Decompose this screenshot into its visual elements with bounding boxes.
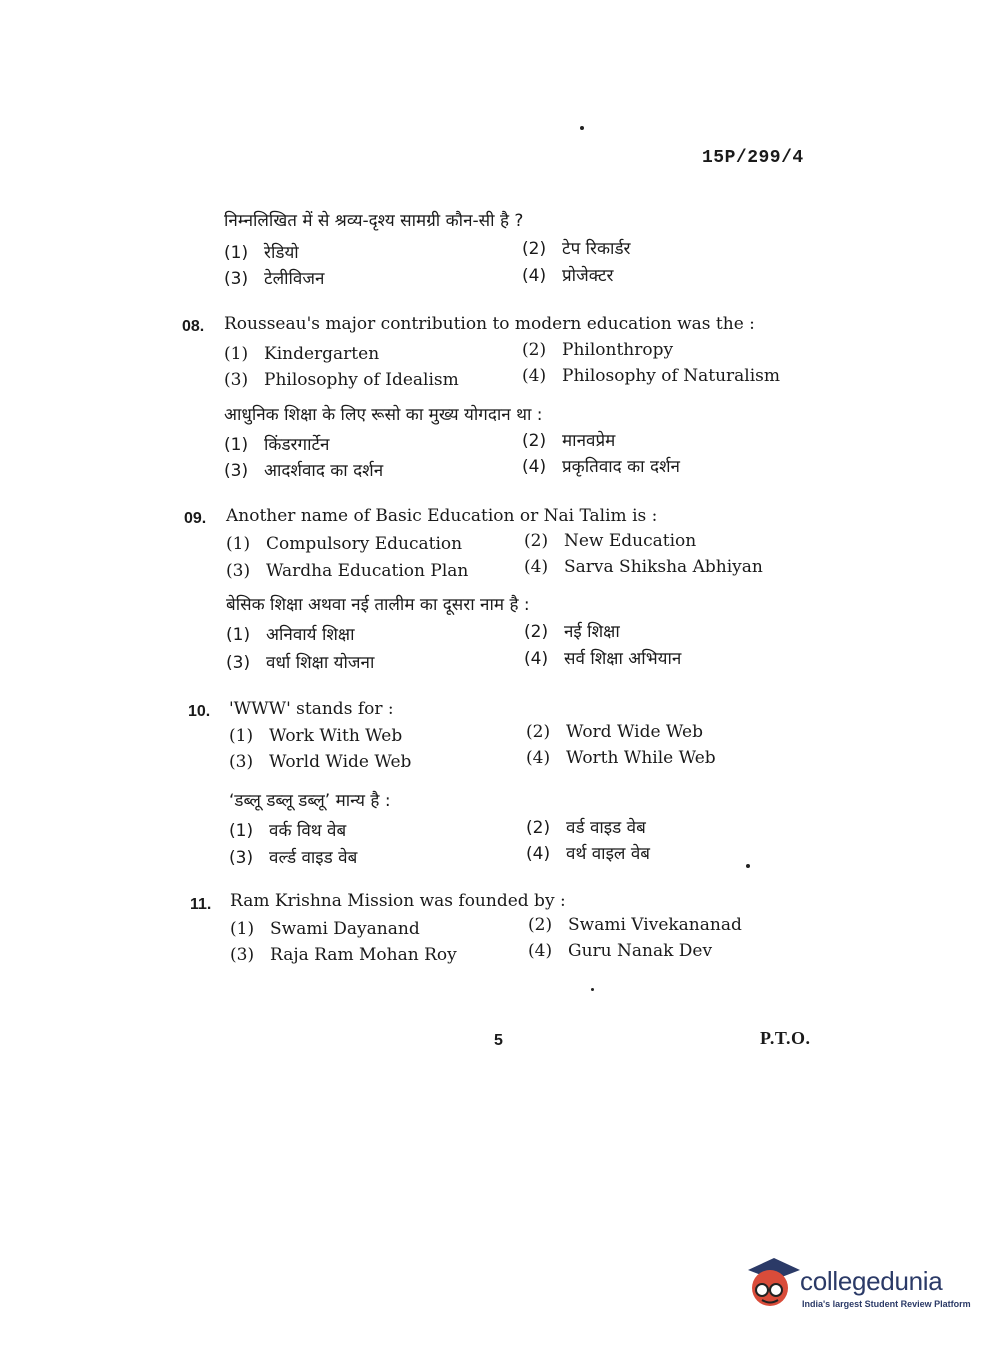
q09-hindi-option-2: (2) नई शिक्षा <box>524 622 620 642</box>
q08-option-1: (1) Kindergarten <box>224 344 380 364</box>
q10-hindi-option-3: (3) वर्ल्ड वाइड वेब <box>229 848 358 868</box>
q10-option-3: (3) World Wide Web <box>229 752 412 772</box>
q10-question: 'WWW' stands for : <box>229 699 394 719</box>
q08-hindi-option-2: (2) मानवप्रेम <box>522 431 616 451</box>
q11-option-1: (1) Swami Dayanand <box>230 919 420 939</box>
q08-hindi-option-3: (3) आदर्शवाद का दर्शन <box>224 461 384 481</box>
q11-option-4: (4) Guru Nanak Dev <box>528 941 713 961</box>
q07-hindi-question: निम्नलिखित में से श्रव्य-दृश्य सामग्री कौन-सी है ? <box>224 211 524 231</box>
q08-option-2: (2) Philonthropy <box>522 340 674 360</box>
q10-hindi-option-1: (1) वर्क विथ वेब <box>229 821 347 841</box>
q09-option-3: (3) Wardha Education Plan <box>226 561 469 581</box>
mascot-icon <box>742 1252 802 1312</box>
pto-label: P.T.O. <box>760 1028 811 1048</box>
page-number: 5 <box>494 1032 503 1049</box>
q09-option-4: (4) Sarva Shiksha Abhiyan <box>524 557 763 577</box>
speck <box>591 988 594 991</box>
logo-tagline: India's largest Student Review Platform <box>802 1299 971 1309</box>
q09-hindi-option-3: (3) वर्धा शिक्षा योजना <box>226 653 375 673</box>
q11-option-2: (2) Swami Vivekananad <box>528 915 742 935</box>
q10-option-2: (2) Word Wide Web <box>526 722 703 742</box>
q10-hindi-option-2: (2) वर्ड वाइड वेब <box>526 818 646 838</box>
paper-code: 15P/299/4 <box>702 148 804 168</box>
q08-option-3: (3) Philosophy of Idealism <box>224 370 459 390</box>
q07-option-2: (2) टेप रिकार्डर <box>522 239 631 259</box>
q08-number: 08. <box>182 318 205 335</box>
q08-hindi-option-1: (1) किंडरगार्टेन <box>224 435 330 455</box>
q08-question: Rousseau's major contribution to modern education was the : <box>224 314 755 334</box>
q10-number: 10. <box>188 703 211 720</box>
q11-question: Ram Krishna Mission was founded by : <box>230 891 566 911</box>
q08-option-4: (4) Philosophy of Naturalism <box>522 366 780 386</box>
q07-option-1: (1) रेडियो <box>224 243 299 263</box>
q07-option-3: (3) टेलीविजन <box>224 269 325 289</box>
q10-option-1: (1) Work With Web <box>229 726 403 746</box>
q09-hindi-option-4: (4) सर्व शिक्षा अभियान <box>524 649 682 669</box>
q11-number: 11. <box>190 896 212 913</box>
q10-hindi-option-4: (4) वर्थ वाइल वेब <box>526 844 651 864</box>
q09-hindi-question: बेसिक शिक्षा अथवा नई तालीम का दूसरा नाम है : <box>226 595 530 615</box>
q09-hindi-option-1: (1) अनिवार्य शिक्षा <box>226 625 355 645</box>
q08-hindi-question: आधुनिक शिक्षा के लिए रूसो का मुख्य योगदान था : <box>224 405 543 425</box>
q10-hindi-question: ‘डब्लू डब्लू डब्लू’ मान्य है : <box>229 791 391 811</box>
q09-question: Another name of Basic Education or Nai Talim is : <box>226 506 658 526</box>
q09-number: 09. <box>184 510 207 527</box>
logo-name: collegedunia <box>800 1266 943 1296</box>
q09-option-1: (1) Compulsory Education <box>226 534 463 554</box>
q11-option-3: (3) Raja Ram Mohan Roy <box>230 945 457 965</box>
q08-hindi-option-4: (4) प्रकृतिवाद का दर्शन <box>522 457 680 477</box>
speck <box>580 126 584 130</box>
q09-option-2: (2) New Education <box>524 531 697 551</box>
collegedunia-logo <box>742 1248 972 1320</box>
q10-option-4: (4) Worth While Web <box>526 748 716 768</box>
q07-option-4: (4) प्रोजेक्टर <box>522 266 614 286</box>
speck <box>746 864 750 868</box>
